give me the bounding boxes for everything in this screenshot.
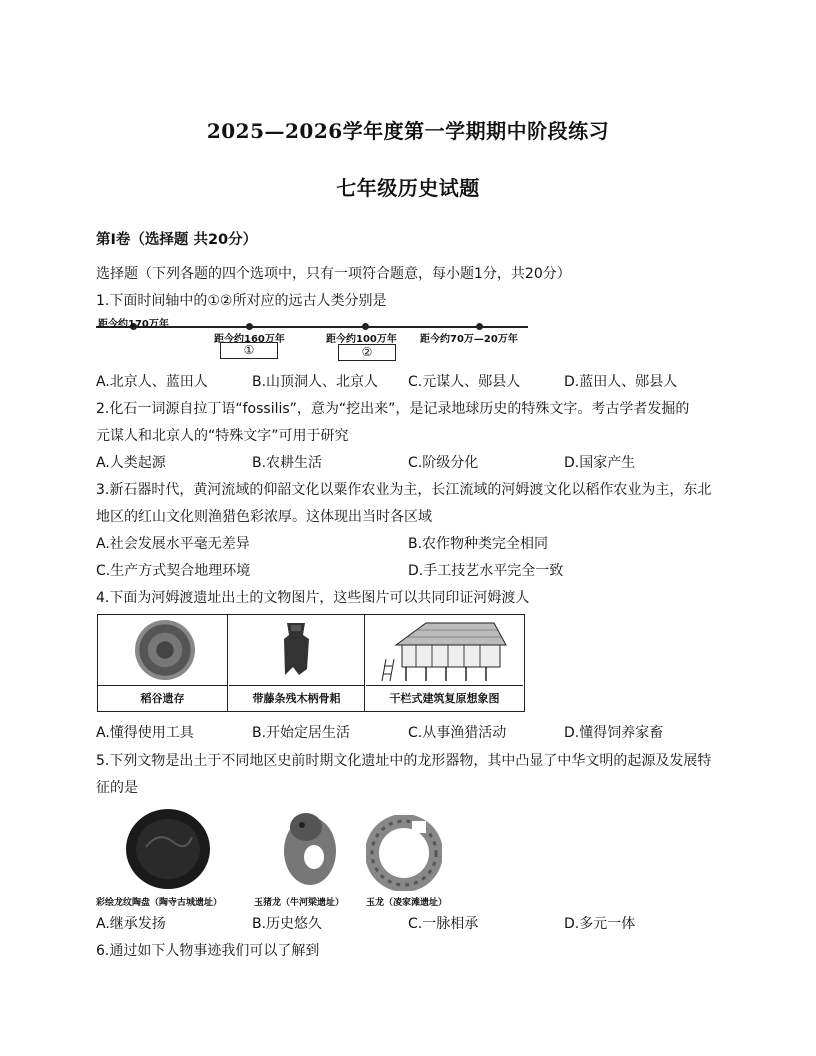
timeline-label: 距今约100万年 xyxy=(326,334,397,345)
q5-artifact-images xyxy=(96,803,448,909)
q4-caption: 带藤条残木柄骨耜 xyxy=(229,685,364,712)
q2-option-c[interactable]: C.阶级分化 xyxy=(408,455,479,471)
q5-stem-line2: 征的是 xyxy=(96,780,138,796)
q5-option-c[interactable]: C.一脉相承 xyxy=(408,916,479,932)
stilt-house-image xyxy=(366,615,523,685)
section-instruction: 选择题（下列各题的四个选项中，只有一项符合题意，每小题1分，共20分） xyxy=(96,266,571,282)
q2-option-a[interactable]: A.人类起源 xyxy=(96,455,166,471)
q5-option-a[interactable]: A.继承发扬 xyxy=(96,916,166,932)
q5-caption: 玉龙（凌家滩遗址） xyxy=(366,898,448,908)
timeline-label: 距今约160万年 xyxy=(214,334,285,345)
q4-caption: 稻谷遗存 xyxy=(98,685,227,712)
q4-cell-spade xyxy=(229,615,365,711)
q3-option-c[interactable]: C.生产方式契合地理环境 xyxy=(96,563,251,579)
q5-stem-line1: 5.下列文物是出土于不同地区史前时期文化遗址中的龙形器物，其中凸显了中华文明的起源及发展特 xyxy=(96,753,712,769)
q1-option-b[interactable]: B.山顶洞人、北京人 xyxy=(252,374,379,390)
q1-stem: 1.下面时间轴中的①②所对应的远古人类分别是 xyxy=(96,293,387,309)
q1-timeline xyxy=(96,316,528,366)
timeline-dot xyxy=(362,323,369,330)
q2-option-b[interactable]: B.农耕生活 xyxy=(252,455,323,471)
q1-option-c[interactable]: C.元谋人、郧县人 xyxy=(408,374,521,390)
q5-option-d[interactable]: D.多元一体 xyxy=(564,916,636,932)
q5-caption: 玉猪龙（牛河梁遗址） xyxy=(254,898,345,908)
q4-option-c[interactable]: C.从事渔猎活动 xyxy=(408,725,507,741)
bone-spade-image xyxy=(229,615,364,685)
rice-remains-image xyxy=(135,620,195,680)
q3-option-d[interactable]: D.手工技艺水平完全一致 xyxy=(408,563,564,579)
timeline-dot xyxy=(476,323,483,330)
q6-stem: 6.通过如下人物事迹我们可以了解到 xyxy=(96,943,320,959)
q4-option-d[interactable]: D.懂得饲养家畜 xyxy=(564,725,664,741)
q3-stem-line2: 地区的红山文化则渔猎色彩浓厚。这体现出当时各区域 xyxy=(96,509,432,525)
timeline-box-2: ② xyxy=(338,344,396,361)
q4-option-b[interactable]: B.开始定居生活 xyxy=(252,725,351,741)
q1-option-d[interactable]: D.蓝田人、郧县人 xyxy=(564,374,678,390)
q3-stem-line1: 3.新石器时代，黄河流域的仰韶文化以粟作农业为主，长江流域的河姆渡文化以稻作农业为主，东北 xyxy=(96,482,712,498)
q2-option-d[interactable]: D.国家产生 xyxy=(564,455,636,471)
exam-title: 2025—2026学年度第一学期期中阶段练习 xyxy=(206,119,610,143)
q2-stem-line2: 元谋人和北京人的“特殊文字”可用于研究 xyxy=(96,428,349,444)
q4-option-a[interactable]: A.懂得使用工具 xyxy=(96,725,194,741)
exam-subtitle: 七年级历史试题 xyxy=(336,176,480,200)
q2-stem-line1: 2.化石一词源自拉丁语“fossilis”，意为“挖出来”，是记录地球历史的特殊文字。考古学者发掘的 xyxy=(96,401,690,417)
q4-artifact-table xyxy=(97,614,525,712)
jade-dragon-image xyxy=(366,815,442,891)
q4-cell-house xyxy=(366,615,523,711)
q4-caption: 干栏式建筑复原想象图 xyxy=(366,685,523,712)
q3-option-b[interactable]: B.农作物种类完全相同 xyxy=(408,536,549,552)
q5-option-b[interactable]: B.历史悠久 xyxy=(252,916,323,932)
timeline-dot xyxy=(246,323,253,330)
section-heading: 第Ⅰ卷（选择题 共20分） xyxy=(96,232,258,248)
q1-option-a[interactable]: A.北京人、蓝田人 xyxy=(96,374,208,390)
painted-dragon-plate-image xyxy=(124,807,212,891)
timeline-label: 距今约170万年 xyxy=(98,319,169,330)
q5-caption: 彩绘龙纹陶盘（陶寺古城遗址） xyxy=(96,898,223,908)
q4-cell-rice xyxy=(98,615,228,711)
q4-stem: 4.下面为河姆渡遗址出土的文物图片，这些图片可以共同印证河姆渡人 xyxy=(96,590,530,606)
q3-option-a[interactable]: A.社会发展水平毫无差异 xyxy=(96,536,250,552)
timeline-box-1: ① xyxy=(220,342,278,359)
jade-pig-dragon-image xyxy=(276,805,346,889)
timeline-label: 距今约70万—20万年 xyxy=(420,334,518,345)
